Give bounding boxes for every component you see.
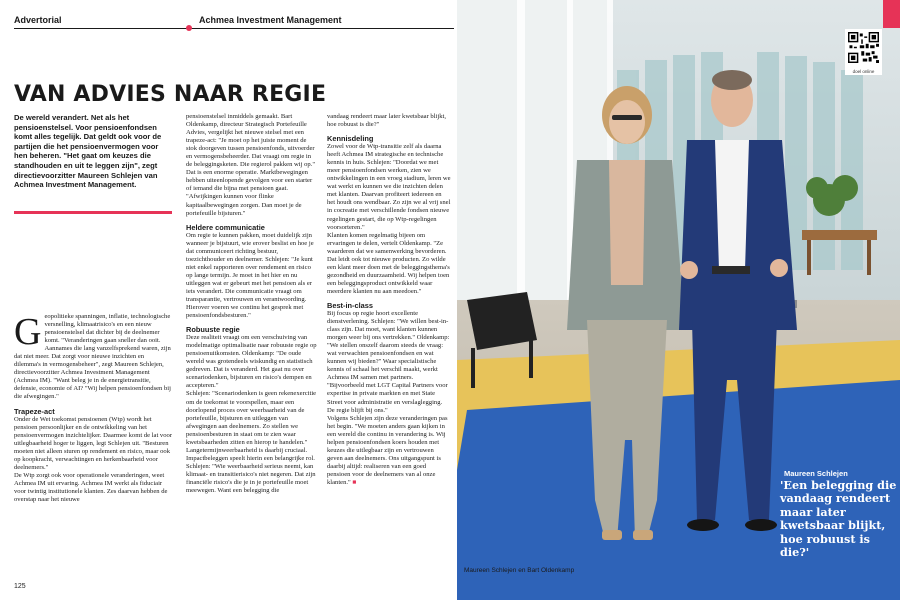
drop-cap: G	[14, 313, 42, 353]
paragraph: Zowel voor de Wtp-transitie zelf als daarna heeft Achmea IM strategische en technische kennis in huis. Schlejen: "Doordat we met meer pensioenfondsen werken, zien we ontwikkelingen in een vroeg stadium, leren we wat werkt en kunnen we die inzichten delen met klanten. Daarvan profiteert iedereen en het houdt ons wendbaar. Zo zijn we al vrij snel in cocreatie met verschillende fondsen nieuwe regelingen gestart, die op Wtp-regelingen voorsorteren."	[327, 143, 451, 231]
qr-label: doel online	[852, 69, 875, 74]
paragraph: Onder de Wet toekomst pensioenen (Wtp) wordt het pensioen persoonlijker en de ontwikkeling van het pensioenvermogen inzichtelijker. Daarmee komt de lat voor uitlegbaarheid hoger te liggen, legt Schlejen uit. "Besturen moeten niet alleen sturen op rendement en risico, maar ook op koopkracht, verwachtingen en herkenbaarheid voor deelnemers."	[14, 415, 172, 471]
paragraph: De Wtp zorgt ook voor operationele veranderingen, weet Achmea IM uit ervaring. Achmea IM werkt als fiduciair voor twintig institutionele klanten. Zes daarvan hebben de overstap naar het nieuwe	[14, 471, 168, 503]
lead-rule	[14, 211, 172, 214]
header-dot	[186, 25, 192, 31]
article-title: VAN ADVIES NAAR REGIE	[14, 82, 327, 107]
body-column-1	[14, 313, 172, 583]
body-column-2	[186, 113, 318, 583]
subheading: Trapeze-act	[14, 406, 55, 416]
subheading: Best-in-class	[327, 300, 374, 310]
paragraph: eopolitieke spanningen, inflatie, technologische versnelling, klimaatrisico's en een nieuw pensioenstelsel dat dichter bij de deelnemer komt. "Veranderingen gaan sneller dan ooit. Aannames die lang vanzelfsprekend waren, zijn dat niet meer. Dat zorgt voor nieuwe inzichten en dilemma's in vermogensbeheer", zegt Maureen Schlejen, directievoorzitter Achmea Investment Management (Achmea IM). "Want beleg je in de energietransitie, defensie, economie of AI? "Wij helpen pensioenfondsen bij die afwegingen."	[14, 313, 171, 401]
paragraph: Langetermijnweerbaarheid is daarbij cruciaal. Impactbeleggen speelt hierin een belangrijke rol. Schlejen: "Wie weerbaarheid serieus neemt, kan klimaat- en transitierisico's niet negeren. Dat zijn financiële risico's die je in je portefeuille moet meewegen. Want een belegging die	[186, 446, 316, 495]
column-2-content	[186, 113, 318, 495]
page-number: 125	[14, 583, 26, 590]
header-rule	[14, 28, 454, 29]
paragraph: Bij focus op regie hoort excellente dienstverlening. Schlejen: "We willen best-in-class zijn. Dat moet, want klanten kunnen morgen weer bij ons vertrekken." Oldenkamp: "We stellen onszelf daarom steeds de vraag: wat verwachten pensioenfondsen en wat kunnen wij bieden?" Waar specialistische kennis of schaal het verschil maakt, werkt Achmea IM samen met partners. "Bijvoorbeeld met LGT Capital Partners voor expertise in private markten en met State Street voor administratie en verslaglegging. De regie blijft bij ons."	[327, 309, 450, 414]
subheading: Heldere communicatie	[186, 222, 265, 232]
paragraph: vandaag rendeert maar later kwetsbaar blijkt, hoe robuust is die?"	[327, 113, 446, 129]
paragraph: Om regie te kunnen pakken, moet duidelijk zijn wanneer je bijstuurt, wie erover beslist en hoe je dat communiceert richting bestuur, toezichthouder en deelnemer. Schlejen: "Je kunt niet enkel rapporteren over rendement en risico op lange termijn. Je moet in het hier en nu uitleggen wat er gebeurt met het pensioen als er iets verandert. Die communicatie vraagt om transparantie, vertrouwen en verantwoording. Hierover voeren we continu het gesprek met pensioenfondsbesturen."	[186, 231, 314, 320]
company-label: Achmea Investment Management	[199, 15, 342, 25]
pull-quote: 'Een belegging die vandaag rendeert maar later kwetsbaar blijkt, hoe robuust is die?'	[780, 478, 897, 560]
paragraph: Deze realiteit vraagt om een verschuiving van modelmatige optimalisatie naar robuuste regie op pensioenuitkomsten. Oldenkamp: "De oude wereld was grotendeels wiskundig en statistisch gedreven. Dat is veranderd. Het gaat nu over scenariodenken, bijsturen en risico's dempen en accepteren."	[186, 334, 317, 390]
photo-caption: Maureen Schlejen en Bart Oldenkamp	[464, 567, 575, 574]
end-mark: ■	[350, 478, 357, 486]
subheading: Kennisdeling	[327, 134, 374, 144]
paragraph: pensioenstelsel inmiddels gemaakt. Bart Oldenkamp, directeur Strategisch Portefeuille Advies, vergelijkt het nieuwe stelsel met een trapeze-act: "Je moet op het juiste moment de stok doorgeven tussen pensioenfonds, uitvoerder en vermogensbeheerder. Dat vraagt om regie in de beleggingsketen. Die regierol pakken wij op." Dat is een enorme operatie. Marktbewegingen hebben uiteenlopende gevolgen voor een starter of iemand die bijna met pensioen gaat. "Afwijkingen kunnen voor flinke kapitaalbewegingen zorgen. Dan moet je de portefeuille bijsturen."	[186, 113, 316, 217]
body-column-3	[327, 113, 451, 583]
section-label: Advertorial	[14, 15, 62, 25]
paragraph: Volgens Schlejen zijn deze veranderingen pas het begin. "We moeten anders gaan kijken in een wereld die continu in verandering is. Wij helpen pensioenfondsen koers houden met keuzes die uitlegbaar zijn en vertrouwen geven aan deelnemers. Ons uitgangspunt is daarbij altijd: realiseren van een goed pensioen voor de deelnemers van al onze klanten." ■	[327, 414, 448, 486]
column-3-content	[327, 113, 451, 487]
paragraph: Schlejen: "Scenariodenken is geen rekenexercitie om de toekomst te voorspellen, maar een doorlopend proces over weerbaarheid van de portefeuille, bijsturen en uitleggen van afwegingen aan deelnemers. Zo stellen we pensioenbesturen in staat om te zien waar kwetsbaarheden zitten en hierop te handelen."	[186, 390, 317, 446]
pull-quote-name: Maureen Schlejen	[784, 469, 848, 478]
accent-tab	[883, 0, 900, 28]
paragraph: Klanten komen regelmatig bijeen om ervaringen te delen, vertelt Oldenkamp. "Ze waarderen dat we samenwerking bevorderen. Dat leidt ook tot nieuwe producten. Zo wilde een klant meer doen met de beleggingsthema's gezondheid en duurzaamheid. Wij helpen toen een beleggingsproduct ontwikkeld waar meerdere klanten nu aan meedoen."	[327, 231, 450, 295]
subheading: Robuuste regie	[186, 325, 240, 335]
qr-code-box[interactable]	[845, 29, 882, 75]
article-lead: De wereld verandert. Net als het pensioenstelsel. Voor pensioenfondsen komt alles tegelijk. Dat geldt ook voor de partijen die het pensioenvermogen voor hen beheren. "Het gaat om keuzes die standhouden en uit te leggen zijn", zegt directievoorzitter Maureen Schlejen van Achmea Investment Management.	[14, 113, 162, 190]
qr-code-icon	[848, 32, 879, 63]
